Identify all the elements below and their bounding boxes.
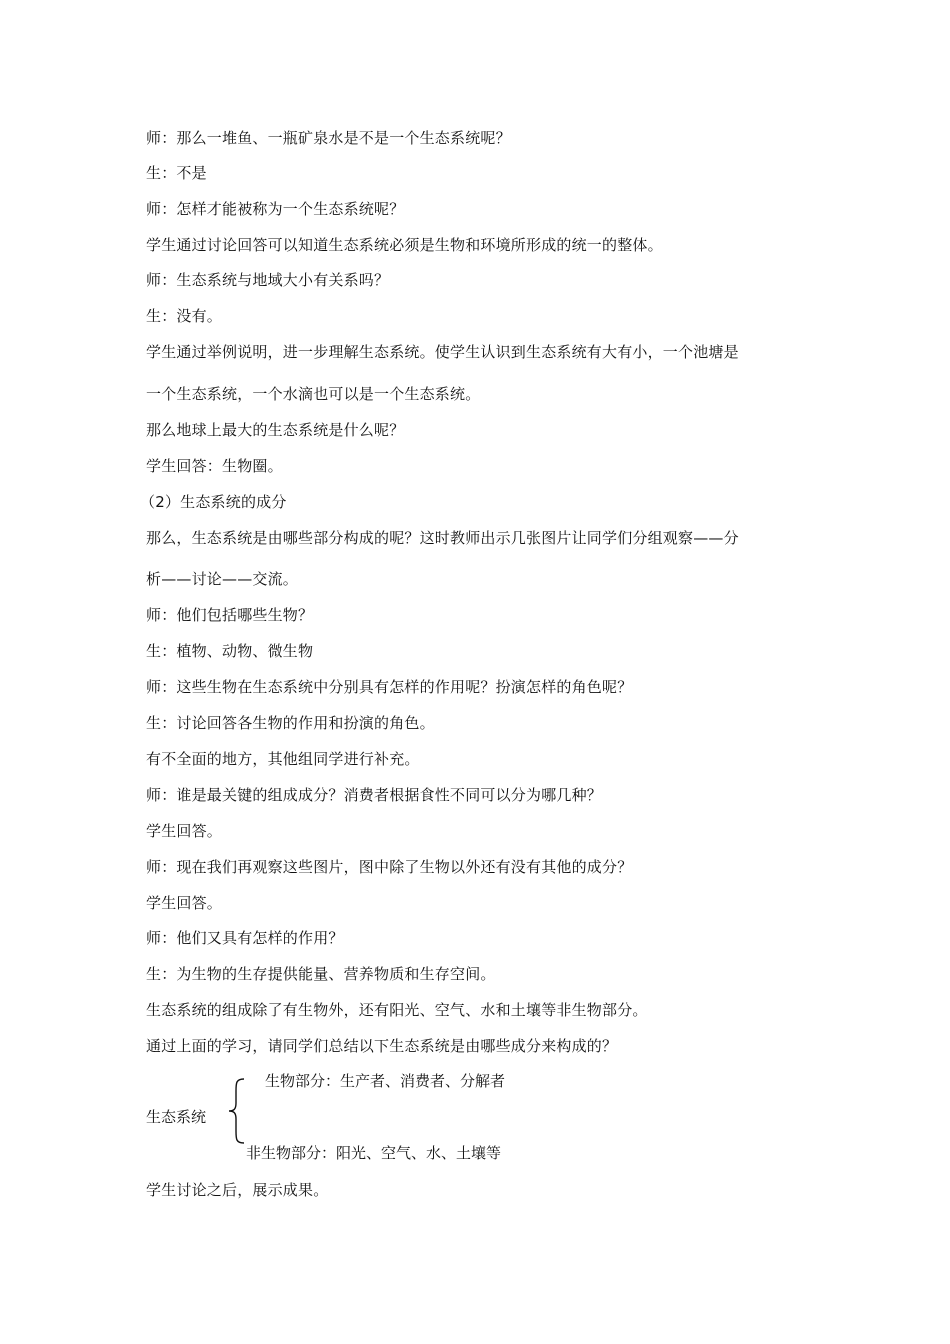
- text-line: 学生回答。: [146, 894, 223, 912]
- text-line: 一个生态系统，一个水滴也可以是一个生态系统。: [146, 385, 481, 403]
- text-line: 那么，生态系统是由哪些部分构成的呢？这时教师出示几张图片让同学们分组观察——分: [146, 529, 739, 547]
- text-line: 生态系统的组成除了有生物外，还有阳光、空气、水和土壤等非生物部分。: [146, 1001, 648, 1019]
- text-line: 析——讨论——交流。: [146, 570, 299, 588]
- text-line: 生：不是: [146, 164, 207, 182]
- text-line: 师：那么一堆鱼、一瓶矿泉水是不是一个生态系统呢？: [146, 129, 511, 147]
- text-line: 学生回答：生物圈。: [146, 457, 283, 475]
- text-line: 学生通过举例说明，进一步理解生态系统。使学生认识到生态系统有大有小，一个池塘是: [146, 343, 739, 361]
- text-line: 师：他们又具有怎样的作用？: [146, 929, 344, 947]
- curly-brace-icon: [226, 1077, 248, 1145]
- abiotic-component-text: 非生物部分：阳光、空气、水、土壤等: [246, 1144, 502, 1162]
- text-line: 师：生态系统与地域大小有关系吗？: [146, 271, 390, 289]
- section-heading: （2）生态系统的成分: [140, 493, 287, 511]
- text-line: 师：谁是最关键的组成成分？消费者根据食性不同可以分为哪几种？: [146, 786, 603, 804]
- biotic-component-text: 生物部分：生产者、消费者、分解者: [265, 1072, 506, 1090]
- text-line: 有不全面的地方，其他组同学进行补充。: [146, 750, 420, 768]
- text-line: 师：这些生物在生态系统中分别具有怎样的作用呢？扮演怎样的角色呢？: [146, 678, 633, 696]
- text-line: 师：他们包括哪些生物？: [146, 606, 314, 624]
- text-line: 学生通过讨论回答可以知道生态系统必须是生物和环境所形成的统一的整体。: [146, 236, 663, 254]
- text-line: 生：没有。: [146, 307, 223, 325]
- text-line: 师：现在我们再观察这些图片，图中除了生物以外还有没有其他的成分？: [146, 858, 633, 876]
- text-line: 学生回答。: [146, 822, 223, 840]
- text-line: 通过上面的学习，请同学们总结以下生态系统是由哪些成分来构成的？: [146, 1037, 618, 1055]
- text-line: 生：植物、动物、微生物: [146, 642, 314, 660]
- text-line: 师：怎样才能被称为一个生态系统呢？: [146, 200, 405, 218]
- text-line: 生：为生物的生存提供能量、营养物质和生存空间。: [146, 965, 496, 983]
- diagram-label: 生态系统: [146, 1108, 207, 1126]
- text-line: 那么地球上最大的生态系统是什么呢？: [146, 421, 405, 439]
- text-line: 学生讨论之后，展示成果。: [146, 1181, 329, 1199]
- text-line: 生：讨论回答各生物的作用和扮演的角色。: [146, 714, 435, 732]
